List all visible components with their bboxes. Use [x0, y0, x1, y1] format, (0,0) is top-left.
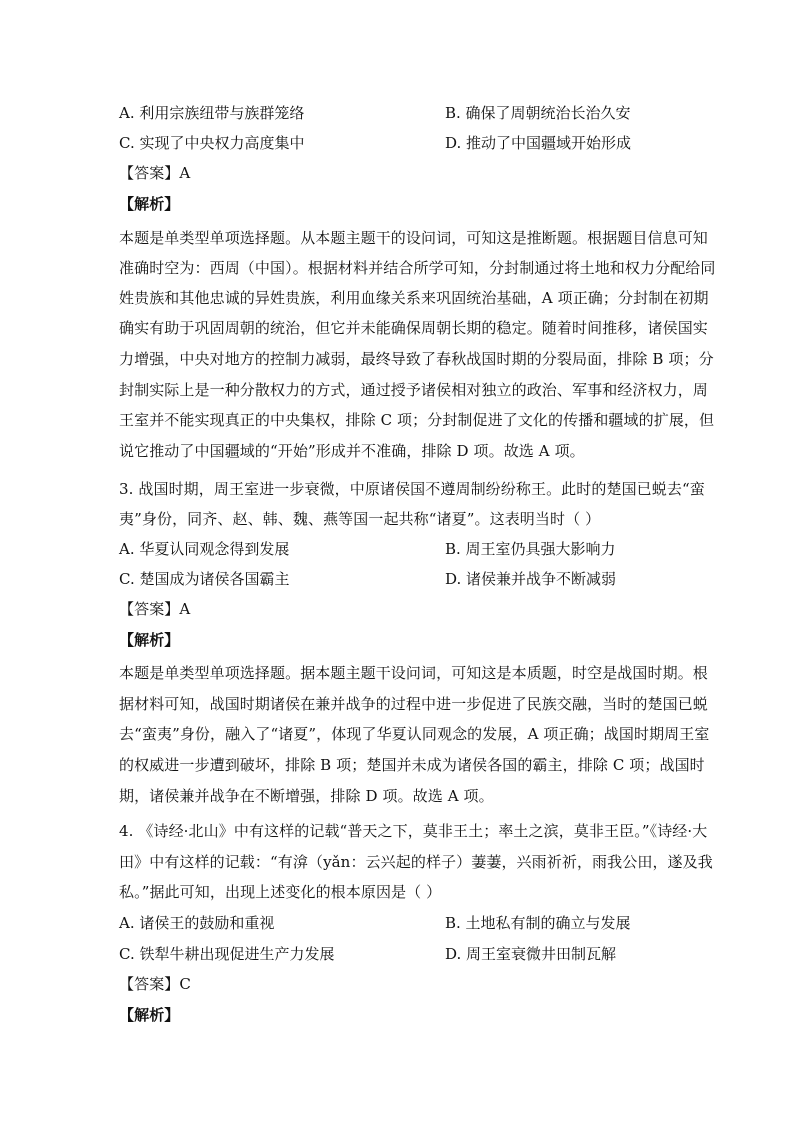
q4-answer: 【答案】C: [119, 975, 191, 993]
q4-option-a: A. 诸侯王的鼓励和重视: [119, 914, 275, 932]
q2-analysis-line: 说它推动了中国疆域的“开始”形成并不准确，排除 D 项。故选 A 项。: [119, 442, 585, 460]
q3-analysis-line: 的权威进一步遭到破坏，排除 B 项；楚国并未成为诸侯各国的霸主，排除 C 项；战国时: [119, 756, 705, 774]
q2-analysis-line: 准确时空为：西周（中国）。根据材料并结合所学可知，分封制通过将土地和权力分配给同: [119, 259, 716, 277]
q2-option-a: A. 利用宗族纽带与族群笼络: [119, 104, 305, 122]
q2-analysis-line: 封制实际上是一种分散权力的方式，通过授予诸侯相对独立的政治、军事和经济权力，周: [119, 381, 708, 399]
q2-analysis-heading: 【解析】: [119, 195, 180, 213]
q2-analysis-line: 姓贵族和其他忠诚的异姓贵族，利用血缘关系来巩固统治基础，A 项正确；分封制在初期: [119, 289, 709, 307]
q3-analysis-line: 据材料可知，战国时期诸侯在兼并战争的过程中进一步促进了民族交融，当时的楚国已蜕: [119, 695, 708, 713]
q2-analysis-line: 确实有助于巩固周朝的统治，但它并未能确保周朝长期的稳定。随着时间推移，诸侯国实: [119, 319, 708, 337]
q3-option-b: B. 周王室仍具强大影响力: [445, 540, 616, 558]
q3-analysis-line: 本题是单类型单项选择题。据本题主题干设问词，可知这是本质题，时空是战国时期。根: [119, 664, 708, 682]
q4-stem-line: 4. 《诗经·北山》中有这样的记载“普天之下，莫非王土；率土之滨，莫非王臣。”《诗经·大: [119, 822, 708, 840]
q2-analysis-line: 力增强，中央对地方的控制力减弱，最终导致了春秋战国时期的分裂局面，排除 B 项；分: [119, 350, 714, 368]
q2-option-b: B. 确保了周朝统治长治久安: [445, 104, 631, 122]
q4-option-d: D. 周王室衰微井田制瓦解: [445, 945, 617, 963]
q4-stem-line: 田》中有这样的记载：“有渰（yǎn：云兴起的样子）萋萋，兴雨祈祈，雨我公田，遂及我: [119, 853, 713, 871]
q2-analysis-line: 本题是单类型单项选择题。从本题主题干的设问词，可知这是推断题。根据题目信息可知: [119, 229, 708, 247]
q4-option-b: B. 土地私有制的确立与发展: [445, 914, 631, 932]
q4-stem-line: 私。”据此可知，出现上述变化的根本原因是（ ）: [119, 883, 442, 901]
q3-analysis-line: 期，诸侯兼并战争在不断增强，排除 D 项。故选 A 项。: [119, 787, 494, 805]
q3-analysis-line: 去“蛮夷”身份，融入了“诸夏”，体现了华夏认同观念的发展，A 项正确；战国时期周王室: [119, 725, 710, 743]
q2-option-d: D. 推动了中国疆域开始形成: [445, 134, 632, 152]
q3-analysis-heading: 【解析】: [119, 631, 180, 649]
q2-answer: 【答案】A: [119, 164, 191, 182]
q4-analysis-heading: 【解析】: [119, 1006, 180, 1024]
q4-option-c: C. 铁犁牛耕出现促进生产力发展: [119, 945, 335, 963]
q2-analysis-line: 王室并不能实现真正的中央集权，排除 C 项；分封制促进了文化的传播和疆域的扩展，但: [119, 411, 715, 429]
q3-option-d: D. 诸侯兼并战争不断减弱: [445, 570, 617, 588]
q3-answer: 【答案】A: [119, 600, 191, 618]
q2-option-c: C. 实现了中央权力高度集中: [119, 134, 305, 152]
q3-stem-line: 3. 战国时期，周王室进一步衰微，中原诸侯国不遵周制纷纷称王。此时的楚国已蜕去“蛮: [119, 480, 705, 498]
q3-stem-line: 夷”身份，同齐、赵、韩、魏、燕等国一起共称“诸夏”。这表明当时（ ）: [119, 510, 601, 528]
q3-option-a: A. 华夏认同观念得到发展: [119, 540, 290, 558]
q3-option-c: C. 楚国成为诸侯各国霸主: [119, 570, 290, 588]
